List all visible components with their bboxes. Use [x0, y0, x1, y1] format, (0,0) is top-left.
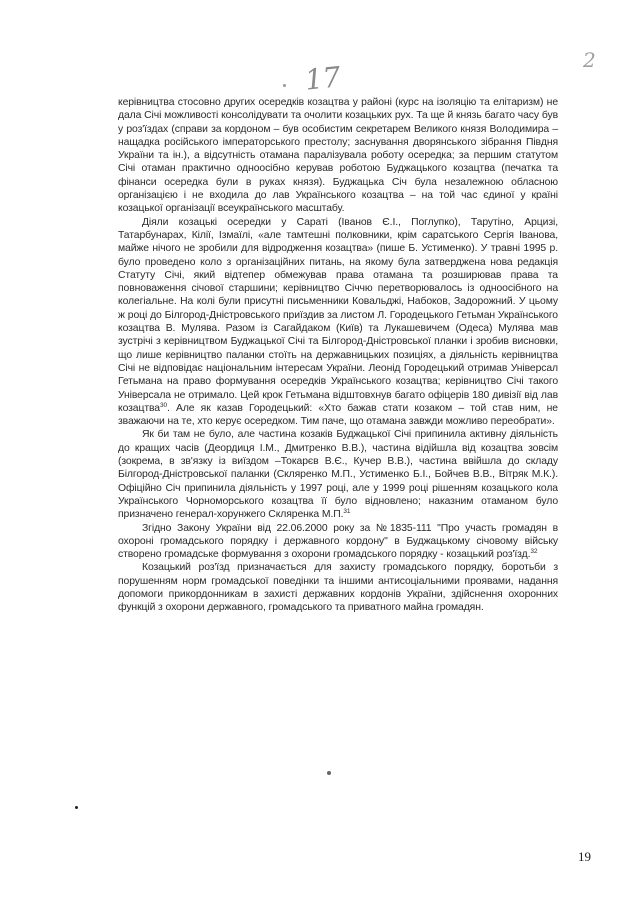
paragraph: [118, 96, 558, 216]
footnote-ref: 31: [343, 508, 351, 516]
document-body: [118, 96, 558, 615]
scan-speck: [327, 771, 331, 775]
paragraph-text: Як би там не було, але частина козаків Буджацької Січі припинила активну діяльність до кращих часів (Деордиця І.М., Дмитренко В.В.), частина відійшла від козацтва зовсім (зокрема, в зв'язку із виїздом –Токарєв В.Є., Кучер В.В.), частина ввійшла до складу Білгород-Дністровської паланки (Скляренко М.П., Устименко Б.І., Бойчев В.В., Вітряк М.К.). Офіційно Січ припинила діяльність у 1997 році, але у 1999 році рішенням козацького кола Українського Чорноморського козацтва її було відновлено; наказним отаманом було призначено генерал-хорунжего Скляренка М.П.: [118, 429, 558, 521]
paragraph-text: Козацький роз'їзд призначається для захисту громадського порядку, боротьби з порушенням норм громадської поведінки та іншими антисоціальними проявами, надання допомоги прикордонникам в захисті державних кордонів України, здійснення охоронних функцій з охорони державного, громадського та приватного майна громадян.: [118, 562, 558, 614]
paragraph-text: . Але як казав Городецький: «Хто бажав стати козаком – той став ним, не зважаючи на те, хто керує осередком. Тим паче, що отамана завжди можливо переобрати».: [118, 402, 558, 428]
paragraph: [118, 522, 558, 562]
footnote-ref: 32: [530, 548, 538, 556]
paragraph: [118, 561, 558, 614]
paragraph: [118, 428, 558, 521]
paragraph-text: керівництва стосовно других осередків козацтва у районі (курс на ізоляцію та елітаризм) не дала Січі можливості консолідувати та очолити козацьких рух. Та ще й князь багато часу був у роз'їздах (справи за кордоном – був особистим секретарем Великого князя Володимира – нащадка російського імператорського престолу; заснування дворянського зібрання Півдня України та ін.), а відсутність отамана паралізувала роботу осередка; за першим статутом Січі отаман практично одноосібно керував роботою Буджацького козацтва (печатка та фінанси осередка були в руках князя). Буджацька Січ була незалежною обласною організацією і не входила до лав Українського козацтва – на той час єдиної у країні козацької організації всеукраїнського масштабу.: [118, 97, 558, 215]
footnote-ref: 30: [159, 401, 167, 409]
paragraph-text: Згідно Закону України від 22.06.2000 року за №1835-111 "Про участь громадян в охороні громадського порядку і державного кордону" в Буджацькому січовому війську створено громадське формування з охорони громадського порядку - козацький роз'їзд.: [118, 522, 558, 561]
paragraph-text: Діяли козацькі осередки у Сараті (Іванов Є.І., Поглупко), Тарутіно, Арцизі, Татарбунарах, Кілії, Ізмаїлі, «але тамтешні полковники, крім саратського Сергія Іванова, майже нічого не зробили для відродження козацтва» (пише Б. Устименко). У травні 1995 р. було проведено коло з організаційних питань, на якому була затверджена нова редакція Статуту Січі, який відтепер обмежував права отамана та розширював права та повноваження січової старшини; керівництво Січчю перетворювалось із одноосібного на колегіальне. На колі були присутні письменники Ковальджі, Набоков, Задорожний. У цьому ж році до Білгород-Дністровського приїздив за листом Л. Городецького Гетьман Українського козацтва В. Мулява. Разом із Сагайдаком (Київ) та Лукашевичем (Одеса) Мулява мав зустрічі з керівництвом Буджацької Січі та Білгород-Дністровської планки і зробив висновки, що лише керівництво паланки стоїть на державницьких позиціях, а діяльність керівництва Січі не відповідає національним інтересам України. Леонід Городецький отримав Універсал Гетьмана на право формування осередків Українського козацтва; керівництво Січі такого Універсала не отримало. Цей крок Гетьмана відштовхнув багато офіцерів 180 дивізії від лав козацтва: [118, 216, 558, 414]
scan-speck: [283, 84, 286, 87]
paragraph: [118, 216, 558, 429]
page-number: 19: [578, 849, 591, 864]
handwritten-mark-17: 17: [303, 60, 343, 97]
handwritten-mark-2: 2: [583, 48, 596, 72]
scan-speck: [75, 806, 78, 809]
